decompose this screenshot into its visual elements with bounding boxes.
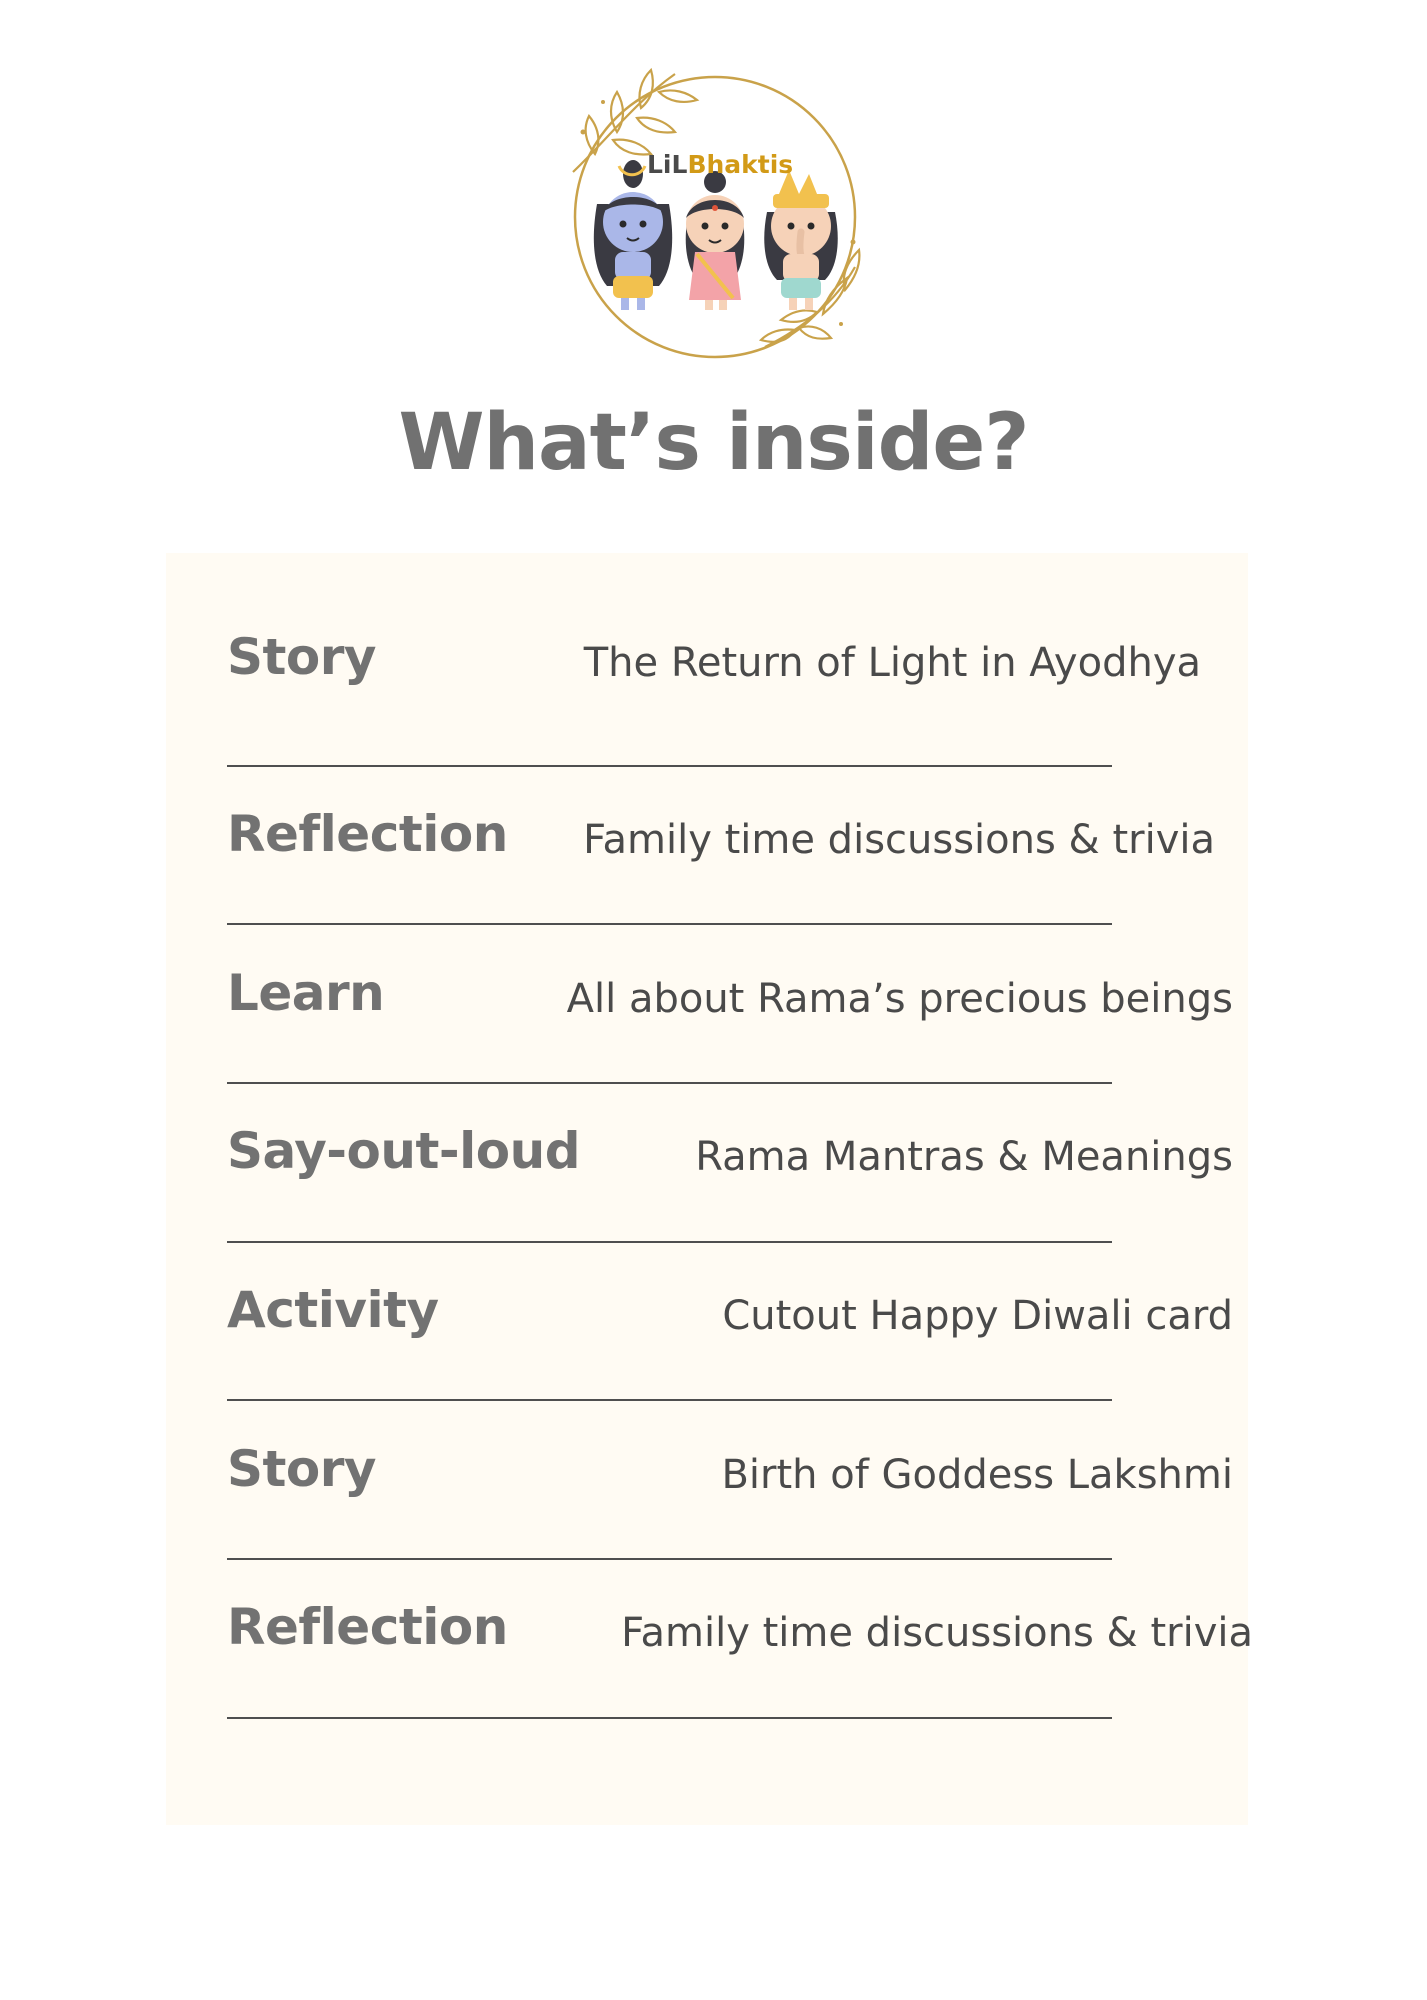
row-label: Learn [227, 964, 385, 1022]
contents-row [227, 628, 1267, 738]
row-divider [227, 765, 1112, 767]
row-divider [227, 1241, 1112, 1243]
brand-name-part1: LiL [647, 150, 688, 179]
contents-row [227, 964, 1267, 1074]
contents-row [227, 805, 1267, 915]
row-description: Family time discussions & trivia [621, 1610, 1253, 1656]
row-description: Family time discussions & trivia [583, 817, 1215, 863]
row-label: Reflection [227, 805, 508, 863]
figure-ganesha-icon [764, 170, 838, 310]
contents-row [227, 1598, 1267, 1708]
row-description: All about Rama’s precious beings [566, 976, 1233, 1022]
brand-name [647, 150, 794, 179]
row-label: Say-out-loud [227, 1122, 581, 1180]
contents-row [227, 1122, 1267, 1232]
row-label: Reflection [227, 1598, 508, 1656]
contents-panel [166, 553, 1253, 1825]
figure-girl-icon [686, 171, 745, 310]
row-label: Story [227, 1440, 377, 1498]
row-description: Rama Mantras & Meanings [695, 1134, 1233, 1180]
row-description: Cutout Happy Diwali card [722, 1293, 1233, 1339]
contents-row [227, 1281, 1267, 1391]
logo-emblem [555, 62, 875, 362]
row-divider [227, 1399, 1112, 1401]
row-divider [227, 1558, 1112, 1560]
page-title: What’s inside? [398, 398, 1029, 488]
row-label: Story [227, 628, 377, 686]
brand-name-part2: Bhaktis [687, 150, 794, 179]
figure-blue-icon [594, 160, 672, 310]
row-divider [227, 1082, 1112, 1084]
contents-row [227, 1440, 1267, 1550]
row-divider [227, 1717, 1112, 1719]
brand-logo [555, 62, 875, 362]
row-description: The Return of Light in Ayodhya [583, 640, 1201, 686]
row-divider [227, 923, 1112, 925]
row-description: Birth of Goddess Lakshmi [721, 1452, 1233, 1498]
row-label: Activity [227, 1281, 439, 1339]
